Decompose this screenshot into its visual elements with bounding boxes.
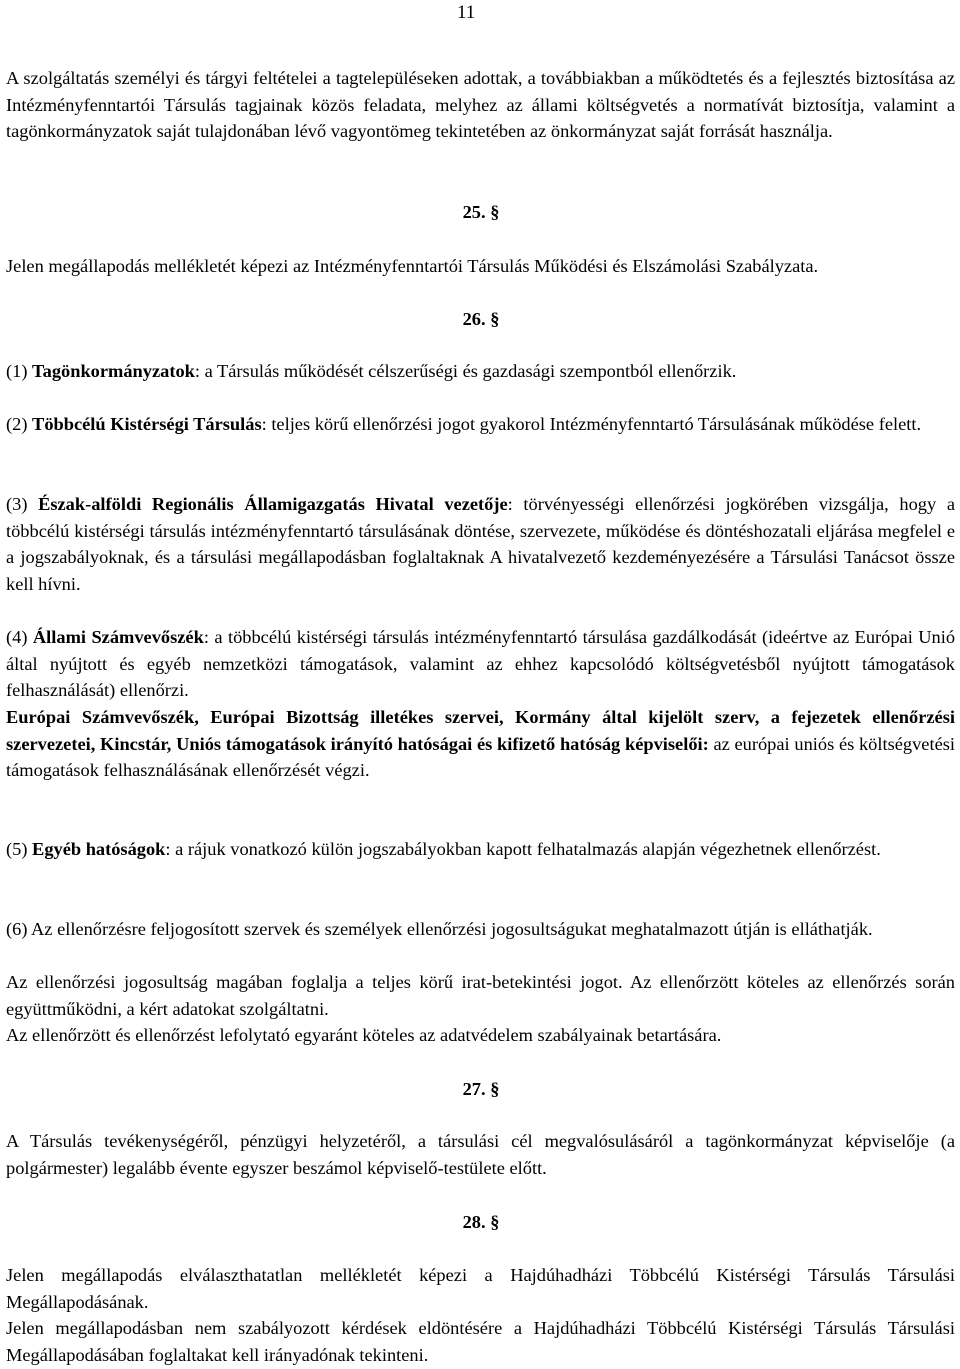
section-28-para-1: Jelen megállapodás elválaszthatatlan mellékletét képezi a Hajdúhadházi Többcélú Kistérségi Társulás Társulási Megállapodásának.: [6, 1265, 955, 1312]
section-25-text: Jelen megállapodás mellékletét képezi az Intézményfenntartói Társulás Működési és Elszámolási Szabályzata.: [6, 256, 819, 276]
para-bold: Egyéb hatóságok: [32, 839, 166, 859]
s26-para-2: [6, 411, 955, 438]
para-bold: Tagönkormányzatok: [32, 361, 195, 381]
section-28-para-2: Jelen megállapodásban nem szabályozott kérdések eldöntésére a Hajdúhadházi Többcélú Kistérségi Társulás Társulási Megállapodásában foglaltakat kell irányadónak tekinteni.: [6, 1318, 955, 1365]
para-text: : a Társulás működését célszerűségi és gazdasági szempontból ellenőrzik.: [194, 361, 737, 381]
section-26-heading: 26. §: [462, 309, 500, 329]
page-number: 11: [457, 2, 476, 23]
intro-paragraph: A szolgáltatás személyi és tárgyi feltételei a tagtelepüléseken adottak, a továbbiakban a működtetés és a fejlesztés biztosítása az Intézményfenntartói Társulás tagjainak közös feladata, melyhez az állami költségvetés a normatívát biztosítja, valamint a tagönkormányzatok saját tulajdonában lévő vagyontömeg tekintetében az önkormányzat saját forrását használja.: [6, 68, 955, 141]
para-number: (4): [6, 627, 33, 647]
para-number: (1): [6, 361, 33, 381]
para-text: : a többcélú kistérségi társulás intézményfenntartó társulása gazdálkodását (ideértve az Európai Unió által nyújtott és egyéb nemzetközi támogatások, valamint az ehhez kapcsolódó költségvetésből nyújtott támogatások felhasználását) ellenőrzi.: [6, 627, 956, 700]
section-27-heading: 27. §: [462, 1079, 500, 1099]
para-text: : teljes körű ellenőrzési jogot gyakorol Intézményfenntartó Társulásának működése felett.: [261, 414, 922, 434]
para-text: : törvényességi ellenőrzési jogkörében vizsgálja, hogy a többcélú kistérségi társulás intézményfenntartó társulásának döntése, szervezete, működése és döntéshozatali eljárása megfelel e a jogszabályoknak, és a társulási megállapodásban foglaltaknak A hivatalvezető kezdeményezésére a Társulási Tanácsot össze kell hívni.: [6, 494, 955, 594]
s26-para-4: [6, 624, 955, 704]
para-bold: Európai Számvevőszék, Európai Bizottság illetékes szervei, Kormány által kijelölt szerv, a fejezetek ellenőrzési szervezetei, Kincstár, Uniós támogatások irányító hatóságai és kifizető hatóság képviselői:: [6, 707, 955, 754]
para-bold: Többcélú Kistérségi Társulás: [32, 414, 262, 434]
para-text: : a rájuk vonatkozó külön jogszabályokban kapott felhatalmazás alapján végezhetnek ellenőrzést.: [165, 839, 881, 859]
section-27-text: A Társulás tevékenységéről, pénzügyi helyzetéről, a társulási cél megvalósulásáról a tagönkormányzat képviselője (a polgármester) legalább évente egyszer beszámol képviselő-testülete előtt.: [6, 1131, 955, 1178]
s26-para-7: Az ellenőrzési jogosultság magában foglalja a teljes körű irat-betekintési jogot. Az ellenőrzött köteles az ellenőrzés során együttműködni, a kért adatokat szolgáltatni.: [6, 972, 955, 1019]
s26-para-6: (6) Az ellenőrzésre feljogosított szervek és személyek ellenőrzési jogosultságukat meghatalmazott útján is elláthatják.: [6, 919, 873, 939]
s26-para-8: Az ellenőrzött és ellenőrzést lefolytató egyaránt köteles az adatvédelem szabályainak betartására.: [6, 1025, 722, 1045]
para-bold: Állami Számvevőszék: [32, 627, 204, 647]
para-text: az európai uniós és költségvetési támogatások felhasználásának ellenőrzését végzi.: [6, 733, 955, 780]
s26-para-5: [6, 836, 955, 863]
para-number: (3): [6, 494, 39, 514]
s26-para-4b: [6, 704, 955, 784]
para-number: (5): [6, 839, 33, 859]
para-number: (2): [6, 414, 33, 434]
section-25-heading: 25. §: [462, 202, 500, 222]
para-bold: Észak-alföldi Regionális Államigazgatás Hivatal vezetője: [38, 494, 508, 514]
s26-para-1: [6, 358, 955, 385]
s26-para-3: [6, 491, 955, 597]
section-28-heading: 28. §: [462, 1212, 500, 1232]
